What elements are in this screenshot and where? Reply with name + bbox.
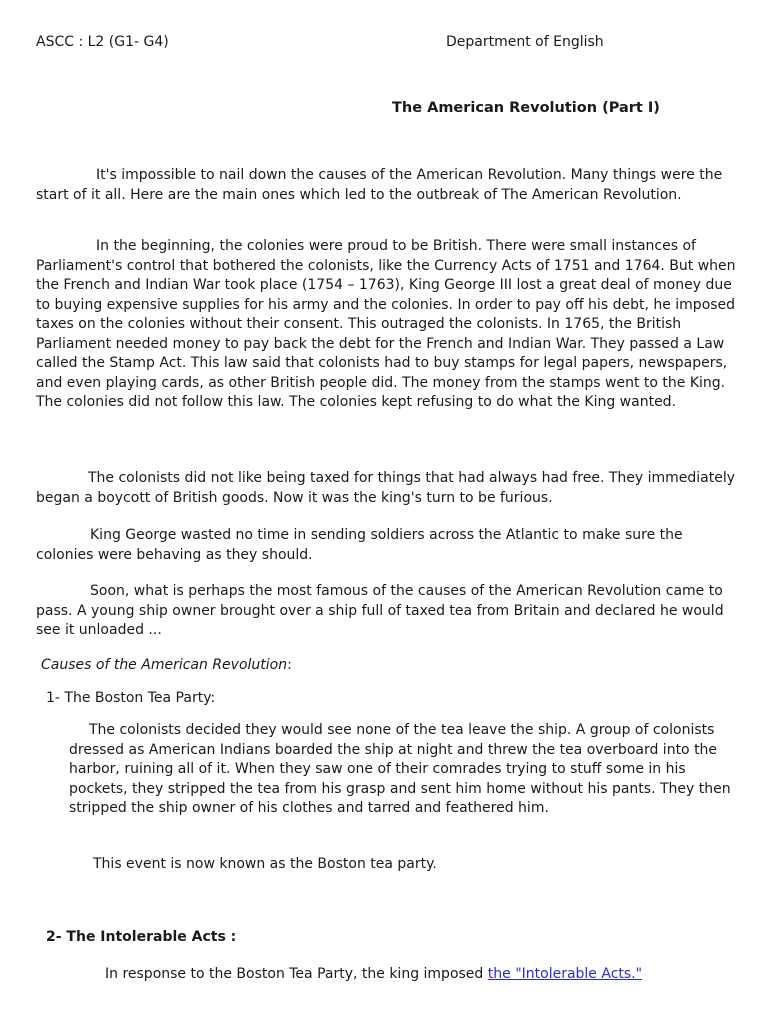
causes-heading <box>41 657 292 673</box>
cause-1-label: 1- The Boston Tea Party: <box>46 690 216 706</box>
paragraph-intro: It's impossible to nail down the causes of the American Revolution. Many things were the start of it all. Here are the main ones which led to the outbreak of The American Revolution. <box>36 167 723 203</box>
intolerable-acts-link[interactable]: the "Intolerable Acts." <box>487 966 643 982</box>
course-code: ASCC : L2 (G1- G4) <box>36 34 169 50</box>
causes-heading-text: Causes of the American Revolution <box>41 657 288 673</box>
cause-2-label: 2- The Intolerable Acts : <box>46 929 237 945</box>
paragraph-soldiers: King George wasted no time in sending soldiers across the Atlantic to make sure the colonies were behaving as they should. <box>36 527 683 563</box>
causes-heading-colon: : <box>287 657 292 673</box>
paragraph-beginning: In the beginning, the colonies were proud to be British. There were small instances of Parliament's control that bothered the colonists, like the Currency Acts of 1751 and 1764. But when the French and Indian War took place (1754 – 1763), King George III lost a great deal of money due to buying expensive supplies for his army and the colonies. In order to pay off his debt, he imposed taxes on the colonies without their consent. This outraged the colonists. In 1765, the British Parliament needed money to pay back the debt for the French and Indian War. They passed a Law called the Stamp Act. This law said that colonists had to buy stamps for legal papers, newspapers, and even playing cards, as other British people did. The money from the stamps went to the King. The colonies did not follow this law. The colonies kept refusing to do what the King wanted. <box>36 238 736 410</box>
document-title: The American Revolution (Part I) <box>392 100 660 116</box>
department-name: Department of English <box>446 34 604 50</box>
paragraph-boycott: The colonists did not like being taxed for things that had always had free. They immediately began a boycott of British goods. Now it was the king's turn to be furious. <box>36 470 736 506</box>
cause-1-description: The colonists decided they would see none of the tea leave the ship. A group of colonists dressed as American Indians boarded the ship at night and threw the tea overboard into the harbor, ruining all of it. When they saw one of their comrades trying to stuff some in his pockets, they stripped the tea from his grasp and sent him home without his pants. They then stripped the ship owner of his clothes and tarred and feathered him. <box>69 722 731 816</box>
paragraph-tea-ship: Soon, what is perhaps the most famous of the causes of the American Revolution came to pass. A young ship owner brought over a ship full of taxed tea from Britain and declared he would see it unloaded ... <box>36 583 724 638</box>
cause-1-event-note: This event is now known as the Boston tea party. <box>93 856 437 872</box>
cause-2-response <box>105 966 642 982</box>
cause-2-response-text: In response to the Boston Tea Party, the king imposed <box>105 966 488 982</box>
